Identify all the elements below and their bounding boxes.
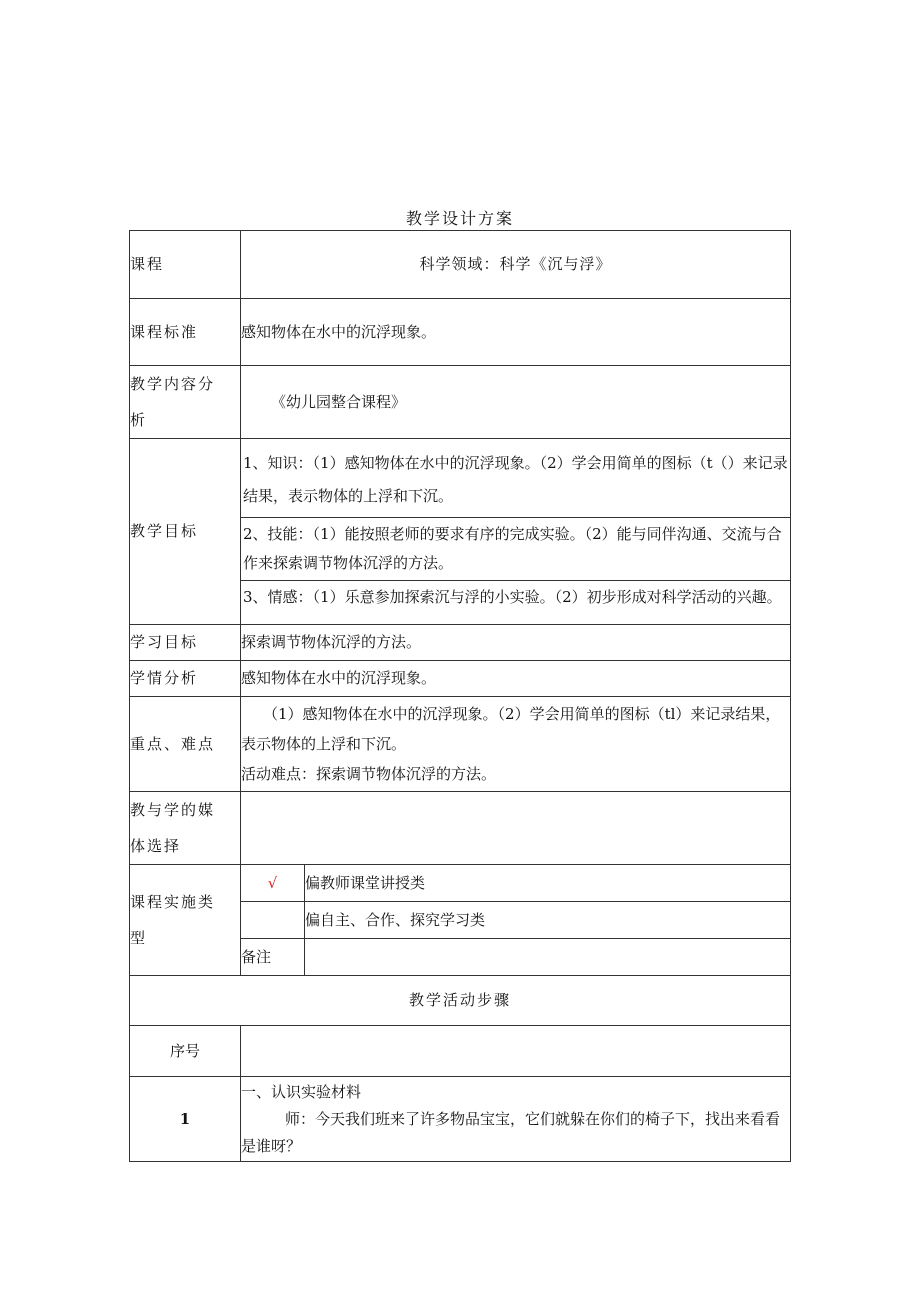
key-points-label: 重点、难点 bbox=[130, 697, 241, 792]
objective-item bbox=[241, 517, 790, 580]
standard-label: 课程标准 bbox=[130, 299, 241, 366]
step-text: 师：今天我们班来了许多物品宝宝，它们就躲在你们的椅子下，找出来看看是谁呀？ bbox=[241, 1109, 781, 1155]
impl-type-label bbox=[130, 865, 241, 976]
situation-value: 感知物体在水中的沉浮现象。 bbox=[241, 661, 791, 697]
key-points-line2: 活动难点：探索调节物体沉浮的方法。 bbox=[241, 765, 497, 783]
step-heading: 一、认识实验材料 bbox=[241, 1082, 362, 1101]
impl-option-check bbox=[241, 902, 305, 939]
impl-type-label-line2: 型 bbox=[130, 929, 148, 947]
step-number: 1 bbox=[130, 1077, 241, 1162]
row-steps-header bbox=[130, 976, 791, 1026]
key-points-line1: （1）感知物体在水中的沉浮现象。（2）学会用简单的图标（tl）来记录结果，表示物体的上浮和下沉。 bbox=[241, 705, 781, 753]
objective-knowledge: 1、知识：（1）感知物体在水中的沉浮现象。（2）学会用简单的图标（t（）来记录结果，表示物体的上浮和下沉。 bbox=[243, 454, 788, 505]
course-label: 课程 bbox=[130, 231, 241, 299]
remark-value bbox=[305, 939, 791, 976]
row-steps-columns bbox=[130, 1026, 791, 1077]
lesson-plan-table bbox=[129, 230, 791, 1162]
remark-label: 备注 bbox=[241, 939, 305, 976]
impl-option-label: 偏教师课堂讲授类 bbox=[305, 865, 791, 902]
step-row bbox=[130, 1077, 791, 1162]
standard-value: 感知物体在水中的沉浮现象。 bbox=[241, 299, 791, 366]
row-learning-goal bbox=[130, 625, 791, 661]
step-content-header bbox=[241, 1026, 791, 1077]
objective-item bbox=[241, 439, 790, 517]
learning-goal-label: 学习目标 bbox=[130, 625, 241, 661]
content-analysis-value: 《幼儿园整合课程》 bbox=[241, 366, 791, 439]
row-objectives bbox=[130, 439, 791, 625]
step-no-header: 序号 bbox=[130, 1026, 241, 1077]
course-value: 科学领域：科学《沉与浮》 bbox=[241, 231, 791, 299]
row-course bbox=[130, 231, 791, 299]
document-title: 教学设计方案 bbox=[405, 209, 514, 228]
row-key-points bbox=[130, 697, 791, 792]
learning-goal-value: 探索调节物体沉浮的方法。 bbox=[241, 625, 791, 661]
content-analysis-label-line1: 教学内容分 bbox=[130, 375, 216, 393]
media-value bbox=[241, 792, 791, 865]
row-impl-type-1 bbox=[130, 865, 791, 902]
impl-option-check: √ bbox=[241, 865, 305, 902]
objectives-label: 教学目标 bbox=[130, 439, 241, 625]
objectives-cell bbox=[241, 439, 791, 625]
row-content-analysis bbox=[130, 366, 791, 439]
media-label-line2: 体选择 bbox=[130, 837, 182, 855]
media-label bbox=[130, 792, 241, 865]
objective-skill: 2、技能：（1）能按照老师的要求有序的完成实验。（2）能与同伴沟通、交流与合作来探索调节物体沉浮的方法。 bbox=[243, 525, 782, 572]
impl-option-label: 偏自主、合作、探究学习类 bbox=[305, 902, 791, 939]
row-situation bbox=[130, 661, 791, 697]
row-media bbox=[130, 792, 791, 865]
situation-label: 学情分析 bbox=[130, 661, 241, 697]
objective-item bbox=[241, 580, 790, 614]
content-analysis-label bbox=[130, 366, 241, 439]
steps-header: 教学活动步骤 bbox=[130, 976, 791, 1026]
key-points-cell bbox=[241, 697, 791, 792]
impl-type-label-line1: 课程实施类 bbox=[130, 893, 216, 911]
objective-emotion: 3、情感：（1）乐意参加探索沉与浮的小实验。（2）初步形成对科学活动的兴趣。 bbox=[243, 588, 782, 606]
content-analysis-label-line2: 析 bbox=[130, 411, 148, 429]
media-label-line1: 教与学的媒 bbox=[130, 801, 216, 819]
row-standard bbox=[130, 299, 791, 366]
step-content bbox=[241, 1077, 791, 1162]
